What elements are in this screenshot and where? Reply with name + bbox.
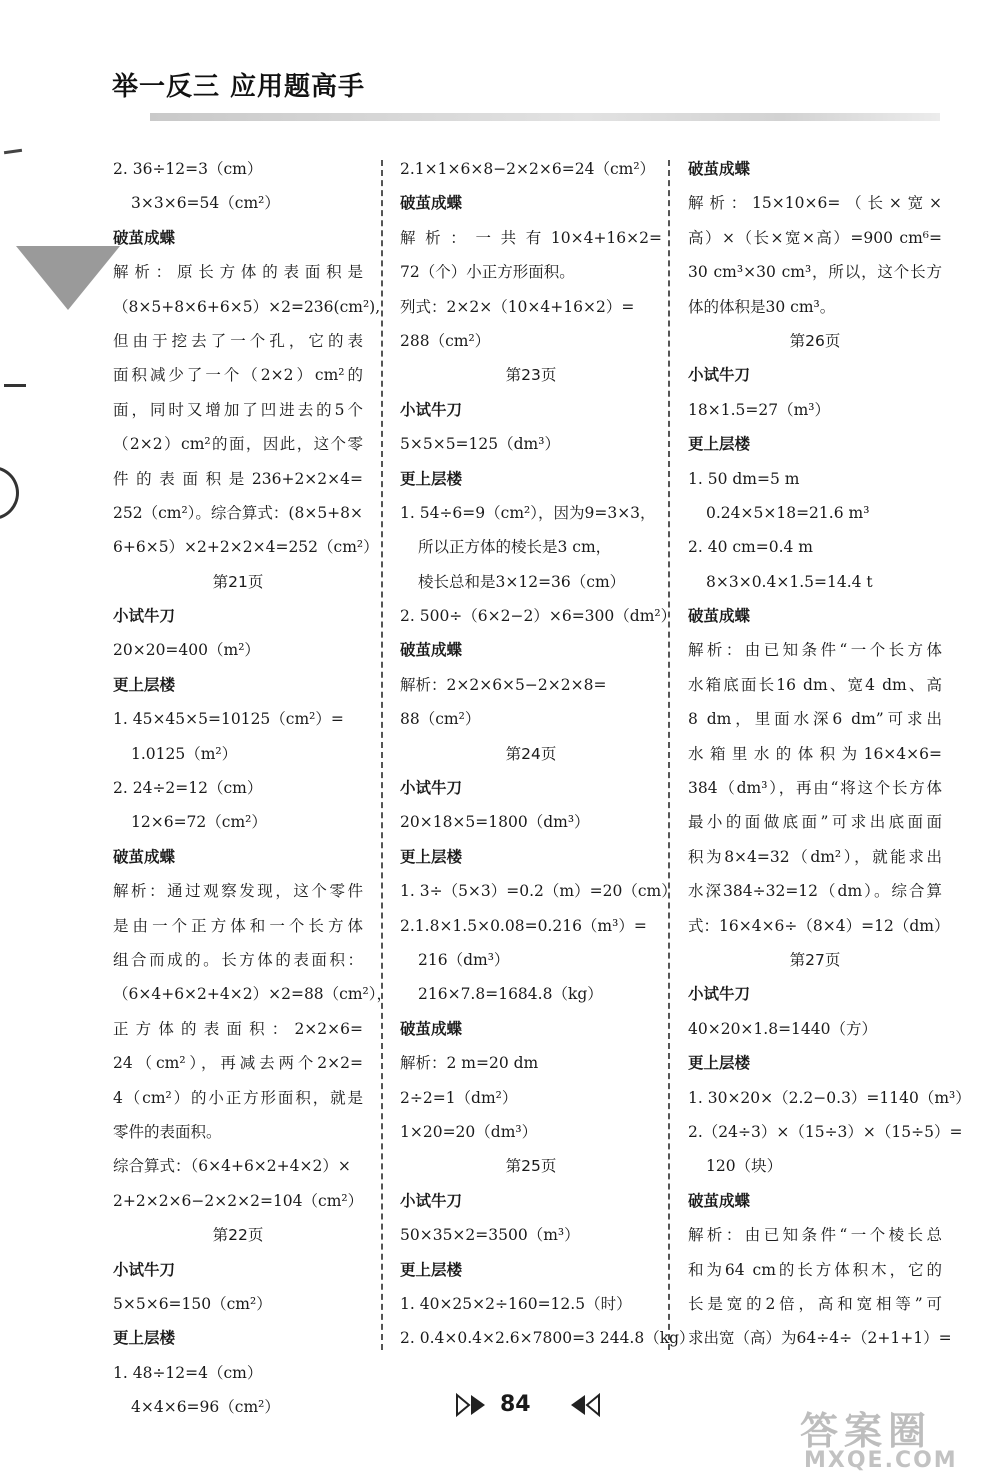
answer-line: 72（个）小正方形面积。 <box>400 263 575 282</box>
answer-line: 2. 24÷2=12（cm） <box>113 779 263 798</box>
answer-line: 式：16×4×6÷（8×4）=12（dm） <box>688 916 950 935</box>
answer-line: 6+6×5）×2+2×2×4=252（cm²） <box>113 538 379 557</box>
answer-line: 体的体积是30 cm³。 <box>688 297 836 316</box>
page-heading: 第21页 <box>212 572 264 591</box>
answer-line: 面积减少了一个（2×2）cm²的 <box>113 366 363 385</box>
answer-line: 棱长总和是3×12=36（cm） <box>418 572 626 591</box>
column-divider <box>381 160 383 1350</box>
page-heading: 第23页 <box>505 366 557 385</box>
section-heading: 破茧成蝶 <box>688 160 751 178</box>
watermark-url: MXQE.COM <box>804 1448 958 1473</box>
answer-line: （2×2）cm²的面，因此，这个零 <box>113 435 363 454</box>
answer-line: 5×5×6=150（cm²） <box>113 1294 272 1313</box>
section-heading: 更上层楼 <box>688 1054 751 1073</box>
answer-line: 长是宽的2倍，高和宽相等”可 <box>688 1294 942 1313</box>
section-heading: 小试牛刀 <box>688 985 751 1004</box>
answer-line: 解析：一共有10×4+16×2= <box>400 228 662 247</box>
section-heading: 更上层楼 <box>400 1260 463 1279</box>
answer-line: 解析：原长方体的表面积是 <box>113 263 363 282</box>
answer-line: 1. 48÷12=4（cm） <box>113 1363 263 1382</box>
watermark-logo: 答案圈 <box>800 1409 933 1453</box>
answer-line: 水箱里水的体积为16×4×6= <box>688 744 942 763</box>
section-heading: 更上层楼 <box>400 847 463 866</box>
answer-line: 组合而成的。长方体的表面积： <box>113 950 363 969</box>
page-heading: 第22页 <box>212 1226 264 1245</box>
answer-line: 12×6=72（cm²） <box>131 813 267 832</box>
answer-line: 1.0125（m²） <box>131 744 238 763</box>
answer-line: 列式：2×2×（10×4+16×2）= <box>400 297 635 316</box>
section-heading: 破茧成蝶 <box>400 641 463 660</box>
page-heading: 第27页 <box>789 950 841 969</box>
section-heading: 破茧成蝶 <box>400 194 463 213</box>
answer-line: 288（cm²） <box>400 331 491 350</box>
answer-line: 40×20×1.8=1440（方） <box>688 1019 878 1038</box>
answer-line: 所以正方体的棱长是3 cm， <box>418 538 612 557</box>
answer-line: 综合算式：（6×4+6×2+4×2）× <box>113 1157 351 1176</box>
section-heading: 小试牛刀 <box>400 1191 463 1210</box>
section-heading: 破茧成蝶 <box>113 228 176 247</box>
section-heading: 小试牛刀 <box>400 779 463 798</box>
answer-line: 是由一个正方体和一个长方体 <box>113 916 363 935</box>
book-title: 举一反三 应用题高手 <box>112 72 366 102</box>
answer-line: 8×3×0.4×1.5=14.4 t <box>706 572 873 591</box>
answer-line: 0.24×5×18=21.6 m³ <box>706 503 870 522</box>
answer-line: 1. 50 dm=5 m <box>688 469 800 488</box>
answer-line: 和为64 cm的长方体积木，它的 <box>688 1260 942 1279</box>
answer-line: 但由于挖去了一个孔，它的表 <box>113 331 363 350</box>
answer-line: 8 dm，里面水深6 dm”可求出 <box>688 710 942 729</box>
answer-line: 20×20=400（m²） <box>113 641 260 660</box>
column-divider <box>668 160 670 1350</box>
answer-line: 18×1.5=27（m³） <box>688 400 830 419</box>
answer-line: 216×7.8=1684.8（kg） <box>418 985 603 1004</box>
page-heading: 第26页 <box>789 331 841 350</box>
double-arrow-left-icon <box>563 1392 601 1418</box>
double-arrow-right-icon <box>455 1392 493 1418</box>
answer-line: 2. 36÷12=3（cm） <box>113 160 263 178</box>
section-heading: 更上层楼 <box>113 675 176 694</box>
answer-column-right <box>688 152 971 1356</box>
answer-line: 3×3×6=54（cm²） <box>131 194 280 213</box>
section-heading: 更上层楼 <box>113 1329 176 1348</box>
answer-line: 252（cm²）。综合算式：(8×5+8× <box>113 503 364 522</box>
answer-line: 正方体的表面积：2×2×6= <box>113 1019 363 1038</box>
answer-column-left <box>113 152 393 1424</box>
answer-line: 水箱底面长16 dm、宽4 dm、高 <box>688 675 942 694</box>
answer-line: 30 cm³×30 cm³，所以，这个长方 <box>688 263 942 282</box>
answer-line: 零件的表面积。 <box>113 1122 222 1141</box>
section-heading: 破茧成蝶 <box>113 847 176 866</box>
answer-line: （8×5+8×6+6×5）×2=236(cm²), <box>113 297 381 316</box>
answer-line: （6×4+6×2+4×2）×2=88（cm²）， <box>113 985 393 1004</box>
answer-line: 积为8×4=32（dm²），就能求出 <box>688 847 942 866</box>
edge-mark <box>4 384 26 387</box>
answer-line: 解析：通过观察发现，这个零件 <box>113 882 363 901</box>
answer-line: 件的表面积是236+2×2×4= <box>113 469 363 488</box>
answer-line: 面，同时又增加了凹进去的5个 <box>113 400 363 419</box>
answer-line: 4（cm²）的小正方形面积，就是 <box>113 1088 363 1107</box>
edge-arc-mark <box>0 466 19 520</box>
section-heading: 更上层楼 <box>688 435 751 454</box>
answer-line: 求出宽（高）为64÷4÷（2+1+1）= <box>688 1329 952 1348</box>
answer-line: 50×35×2=3500（m³） <box>400 1226 580 1245</box>
answer-line: 最小的面做底面”可求出底面面 <box>688 813 942 832</box>
answer-line: 2.（24÷3）×（15÷3）×（15÷5）= <box>688 1122 963 1141</box>
answer-line: 水深384÷32=12（dm）。综合算 <box>688 882 942 901</box>
answer-line: 1. 40×25×2÷160=12.5（时） <box>400 1294 632 1313</box>
header-rule <box>150 113 940 121</box>
answer-line: 1. 45×45×5=10125（cm²）= <box>113 710 344 729</box>
answer-line: 4×4×6=96（cm²） <box>131 1398 280 1417</box>
section-heading: 破茧成蝶 <box>688 607 751 626</box>
site-watermark <box>800 1400 990 1476</box>
answer-line: 1. 54÷6=9（cm²），因为9=3×3， <box>400 503 656 522</box>
answer-line: 2.1×1×6×8−2×2×6=24（cm²） <box>400 160 656 178</box>
section-heading: 破茧成蝶 <box>688 1191 751 1210</box>
answer-line: 解析：由已知条件“一个棱长总 <box>688 1226 942 1245</box>
page-heading: 第25页 <box>505 1157 557 1176</box>
triangle-decoration <box>16 246 120 310</box>
page-number: 84 <box>500 1392 531 1417</box>
answer-line: 2. 500÷（6×2−2）×6=300（dm²） <box>400 607 677 626</box>
section-heading: 小试牛刀 <box>113 1260 176 1279</box>
answer-line: 解析：2×2×6×5−2×2×8= <box>400 675 607 694</box>
answer-line: 2. 0.4×0.4×2.6×7800=3 244.8（kg） <box>400 1329 695 1348</box>
answer-line: 1. 3÷（5×3）=0.2（m）=20（cm） <box>400 882 677 901</box>
answer-line: 解析：15×10×6=（长×宽× <box>688 194 942 213</box>
answer-line: 88（cm²） <box>400 710 481 729</box>
edge-mark <box>4 149 22 154</box>
answer-line: 高）×（长×宽×高）=900 cm⁶= <box>688 228 942 247</box>
answer-line: 384（dm³），再由“将这个长方体 <box>688 779 942 798</box>
answer-column-middle <box>400 152 695 1356</box>
answer-line: 2.1.8×1.5×0.08=0.216（m³）= <box>400 916 647 935</box>
answer-line: 2÷2=1（dm²） <box>400 1088 518 1107</box>
answer-line: 120（块） <box>706 1157 783 1176</box>
answer-line: 216（dm³） <box>418 950 510 969</box>
answer-line: 解析：由已知条件“一个长方体 <box>688 641 942 660</box>
answer-line: 2+2×2×6−2×2×2=104（cm²） <box>113 1191 364 1210</box>
section-heading: 小试牛刀 <box>688 366 751 385</box>
answer-line: 1×20=20（dm³） <box>400 1122 538 1141</box>
answer-line: 5×5×5=125（dm³） <box>400 435 560 454</box>
answer-line: 1. 30×20×（2.2−0.3）=1140（m³） <box>688 1088 971 1107</box>
answer-line: 2. 40 cm=0.4 m <box>688 538 814 557</box>
page-heading: 第24页 <box>505 744 557 763</box>
section-heading: 小试牛刀 <box>113 607 176 626</box>
section-heading: 小试牛刀 <box>400 400 463 419</box>
answer-line: 24（cm²），再减去两个2×2= <box>113 1054 363 1073</box>
answer-line: 解析：2 m=20 dm <box>400 1054 539 1073</box>
section-heading: 破茧成蝶 <box>400 1019 463 1038</box>
section-heading: 更上层楼 <box>400 469 463 488</box>
answer-line: 20×18×5=1800（dm³） <box>400 813 590 832</box>
